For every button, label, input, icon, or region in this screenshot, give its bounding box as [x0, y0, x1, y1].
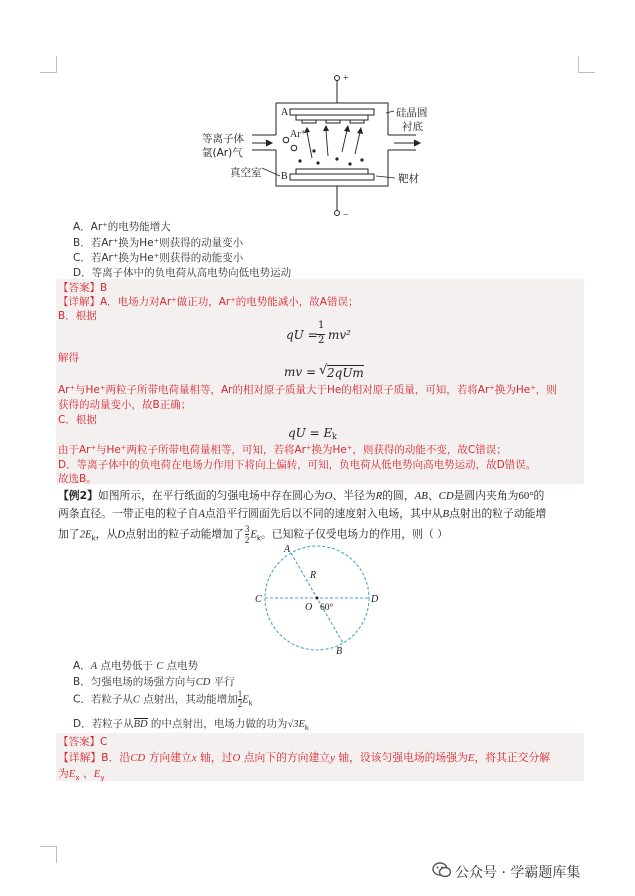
- ex2-var-o: O: [324, 490, 333, 502]
- q1-option-d: D．等离子体中的负电荷从高电势向低电势运动: [73, 267, 292, 279]
- det-text: 、: [79, 767, 94, 780]
- opt-text: 点电势低于: [97, 660, 157, 672]
- ex2-var-b: B: [442, 508, 450, 520]
- q2-option-c: [73, 690, 253, 712]
- ex2-text: 的圆，: [382, 489, 415, 502]
- ex2-text: 点沿平行圆面先后以不同的速度射入电场，其中从: [204, 507, 443, 520]
- eq1-num: 1: [318, 320, 325, 331]
- opt-text: D．若粒子从: [73, 718, 134, 730]
- opt-var: E: [242, 694, 249, 706]
- crop-mark-top-right: [578, 56, 595, 73]
- q2-option-d: [73, 716, 309, 732]
- ex2-var-d: D: [117, 528, 126, 541]
- det-var: O: [232, 752, 241, 764]
- equation-momentum: [284, 363, 374, 381]
- sqrt-symbol-icon: √: [319, 363, 328, 378]
- det-var: CD: [130, 752, 146, 764]
- q1-option-c: C．若Ar⁺换为He⁺则获得的动能变小: [73, 252, 244, 264]
- ex2-ek: E: [250, 528, 257, 541]
- opt-var: C: [132, 694, 140, 706]
- radius-r-label: R: [310, 570, 317, 581]
- det-text: 轴，设该匀强电场的场强为: [334, 751, 468, 764]
- point-c-label: C: [255, 594, 262, 605]
- watermark-text: 公众号 · 学霸题库集: [455, 865, 581, 881]
- det-text: 轴，过: [196, 751, 233, 764]
- q1-option-b: B．若Ar⁺换为He⁺则获得的动量变小: [73, 237, 244, 249]
- angle-label: 60°: [320, 603, 334, 613]
- bottom-terminal: [335, 211, 340, 216]
- ex2-frac-num: 3: [244, 524, 250, 534]
- opt-var: C: [156, 661, 164, 672]
- ex2-text: 两条直径。一带正电的粒子自: [58, 507, 199, 520]
- det-var: E: [68, 768, 76, 780]
- opt-sub: k: [248, 699, 253, 708]
- opt-text: 点电势: [163, 660, 199, 672]
- opt-text: B．匀强电场的场强方向与: [73, 676, 196, 688]
- wafer-substrate: [296, 115, 368, 120]
- plate-a: [290, 109, 374, 115]
- eq2-radicand: 2qUm: [327, 366, 364, 380]
- q2-detail-line2: [58, 766, 105, 782]
- q1-conclusion: 故选B。: [58, 473, 97, 485]
- sputtering-diagram: [190, 68, 440, 224]
- ex2-fraction: [245, 524, 250, 545]
- ex2-var-r: R: [375, 490, 383, 502]
- q1-detail-c: 由于Ar⁺与He⁺两粒子所带电荷量相等，可知，若将Ar⁺换为He⁺，则获得的动能不变，故C错误；: [58, 444, 507, 456]
- q1-detail-c-intro: C．根据: [58, 414, 97, 426]
- ex2-text: 、: [427, 489, 439, 502]
- q2-option-a: [73, 658, 198, 673]
- q2-option-b: [73, 674, 235, 689]
- center-o-label: O: [305, 602, 313, 613]
- example2-line1: [58, 488, 544, 503]
- opt-text: A．: [73, 660, 91, 672]
- eq3-sub: k: [332, 432, 337, 441]
- ex2-text: 加了: [58, 527, 80, 541]
- det-sub: x: [75, 774, 80, 783]
- ex2-frac-den: 2: [244, 535, 250, 545]
- det-var: E: [467, 752, 475, 764]
- ex2-angle: 60°: [518, 490, 534, 502]
- ex2-var-cd: CD: [438, 490, 454, 502]
- gas-label-line1: 等离子体: [202, 133, 244, 145]
- det-text: ，将其正交分解: [474, 751, 551, 764]
- eq1-right: mv²: [328, 328, 351, 342]
- q1-detail-b-line1: Ar⁺与He⁺两粒子所带电荷量相等，Ar的相对原子质量大于He的相对原子质量，可知，若将Ar⁺换为He⁺，则: [58, 384, 557, 396]
- crop-mark-bottom-left: [40, 846, 57, 863]
- q2-answer: 【答案】C: [58, 736, 108, 748]
- ex2-sub-k: k: [91, 534, 96, 543]
- ex2-var-ab: AB: [414, 490, 428, 502]
- ex2-sub-k: k: [256, 534, 261, 543]
- det-var: y: [330, 752, 335, 764]
- frac-den: 2: [237, 699, 243, 709]
- plus-sign: +: [343, 73, 349, 84]
- plate-a-label: A: [281, 107, 289, 118]
- q1-answer: 【答案】B: [58, 282, 108, 294]
- ex2-text: 的: [533, 489, 545, 502]
- target-label: 靶材: [398, 173, 419, 185]
- opt-sub: k: [304, 724, 309, 733]
- opt-text: 的中点射出，电场力做的功为: [147, 718, 288, 730]
- crop-mark-top-left: [40, 56, 57, 73]
- center-dot: [316, 597, 319, 600]
- det-sub: y: [100, 774, 105, 783]
- ex2-text: 点射出的粒子动能增加了: [125, 527, 244, 541]
- ex2-text: 点射出的粒子动能增: [449, 507, 547, 520]
- ex2-text: 、半径为: [332, 489, 376, 502]
- ex2-var-a: A: [198, 508, 205, 520]
- wechat-logo-icon: [432, 862, 452, 878]
- opt-var: CD: [195, 677, 211, 688]
- plate-b-label: B: [281, 171, 288, 182]
- det-text: 点向下的方向建立: [240, 751, 331, 764]
- det-var: E: [93, 768, 101, 780]
- ex2-text: 是圆内夹角为: [453, 489, 519, 502]
- point-b-label: B: [336, 646, 343, 657]
- point-d-label: D: [371, 594, 379, 605]
- wafer-label-line1: 硅晶圆: [396, 107, 428, 119]
- opt-text: 平行: [210, 676, 235, 688]
- q1-detail-solve: 解得: [58, 352, 79, 364]
- example2-tag: 【例2】: [58, 489, 98, 502]
- det-text: 方向建立: [145, 751, 192, 764]
- vacuum-label: 真空室: [230, 167, 262, 179]
- opt-var: √3E: [287, 719, 305, 730]
- opt-var: A: [90, 661, 98, 672]
- top-terminal: [335, 76, 340, 81]
- wafer-label-line2: 衬底: [402, 121, 423, 133]
- point-a-label: A: [284, 544, 291, 555]
- q1-detail-d: D．等离子体中的负电荷在电场力作用下将向上偏转，可知，负电荷从低电势向高电势运动，故D错误。: [58, 459, 537, 471]
- eq1-den: 2: [318, 335, 325, 346]
- q1-detail-b-intro: B．根据: [58, 310, 97, 322]
- circle-diagram: [250, 540, 385, 658]
- ex2-text: 。已知粒子仅受电场力的作用，则（ ）: [261, 527, 448, 541]
- frac-num: 1: [237, 689, 243, 699]
- ion-label: Ar⁺: [290, 129, 306, 140]
- gas-label-line2: 氩(Ar)气: [202, 147, 243, 159]
- q1-option-a: A．Ar⁺的电势能增大: [73, 221, 171, 233]
- q1-detail-b-line2: 获得的动量变小，故B正确；: [58, 399, 192, 411]
- q2-detail-line1: [58, 750, 550, 765]
- equation-kinetic-energy: [286, 320, 356, 350]
- example2-line2: [58, 506, 546, 521]
- ex2-text: ，从: [95, 527, 118, 541]
- eq2-left: mv =: [284, 365, 317, 379]
- target-material: [296, 169, 368, 174]
- det-text: 【详解】B．沿: [58, 751, 131, 764]
- opt-text: 点射出，其动能增加: [139, 693, 238, 706]
- det-var: x: [191, 752, 197, 764]
- ex2-2ek: 2E: [79, 528, 92, 541]
- opt-arc-bd: BD: [133, 719, 148, 730]
- eq1-left: qU =: [286, 328, 318, 342]
- opt-text: C．若粒子从: [73, 693, 133, 706]
- eq3-left: qU = E: [288, 426, 333, 440]
- det-text: 为: [58, 767, 69, 780]
- plate-b: [290, 174, 374, 180]
- q1-detail-a: 【详解】A．电场力对Ar⁺做正功，Ar⁺的电势能减小，故A错误；: [58, 296, 359, 308]
- minus-sign: −: [343, 210, 349, 221]
- ex2-text: 如图所示，在平行纸面的匀强电场中存在圆心为: [97, 489, 325, 502]
